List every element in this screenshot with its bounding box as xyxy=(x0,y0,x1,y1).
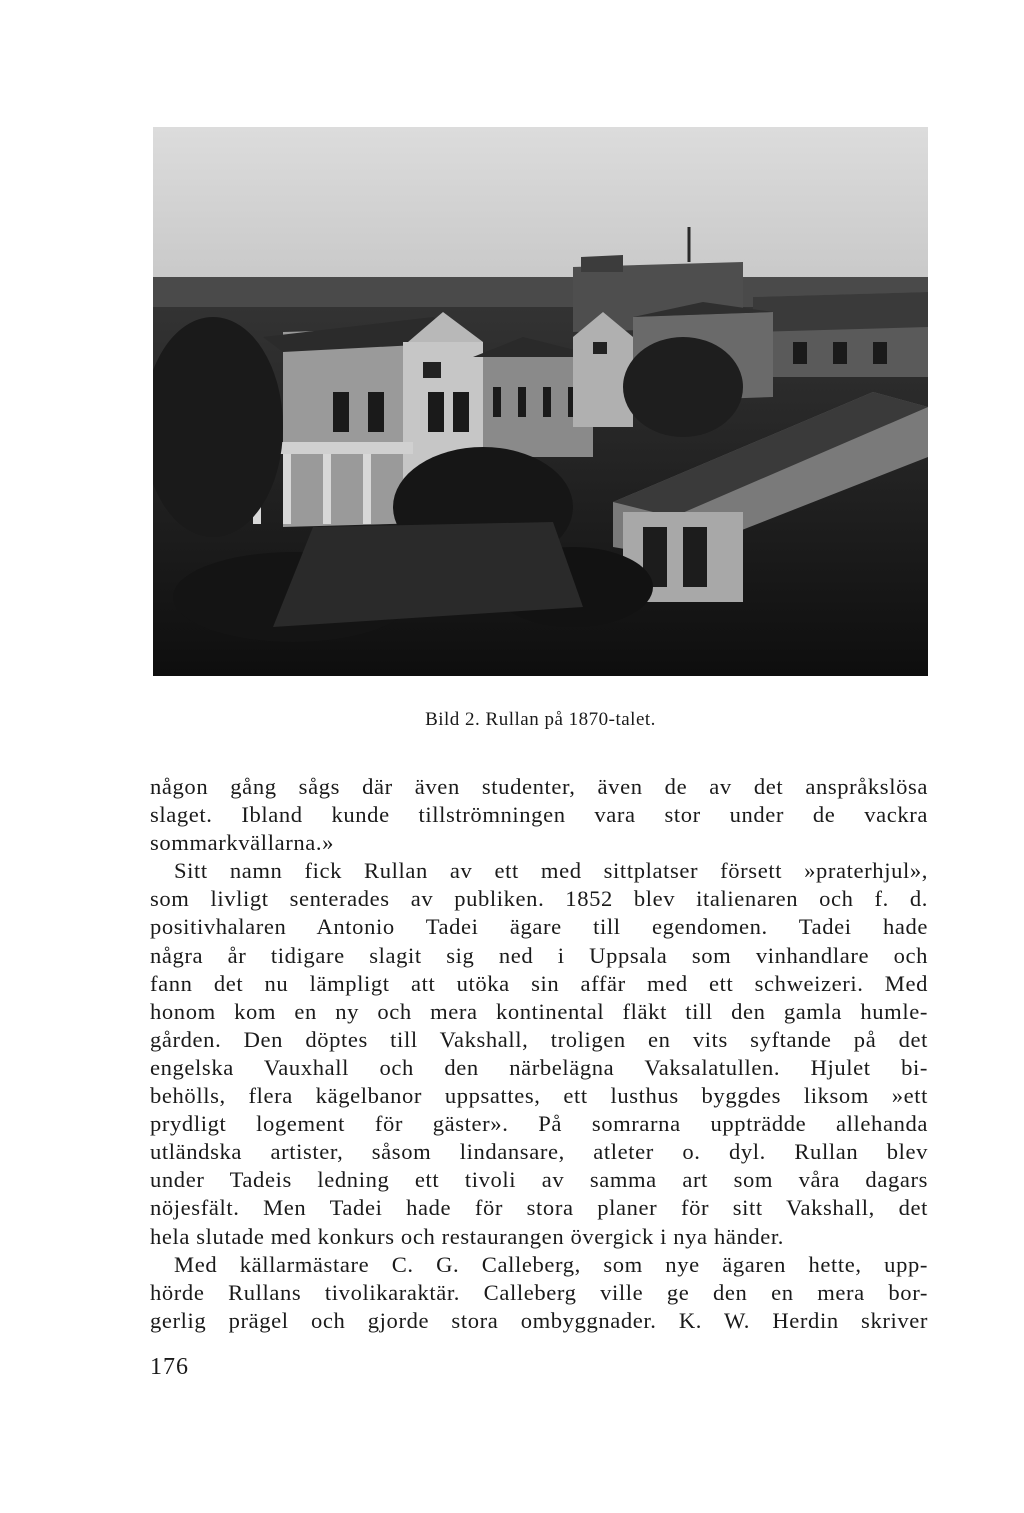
text-line: honom kom en ny och mera kontinental fläkt till den gamla humle- xyxy=(150,998,928,1024)
text-line: gården. Den döptes till Vakshall, troligen en vits syftande på det xyxy=(150,1026,928,1052)
photograph-rullan xyxy=(153,127,928,676)
text-line: Sitt namn fick Rullan av ett med sittplatser försett »praterhjul», xyxy=(174,858,928,884)
paragraph-1 xyxy=(150,773,928,857)
paragraph-2 xyxy=(150,857,928,1250)
paragraph-3 xyxy=(150,1251,928,1335)
text-line: gerlig prägel och gjorde stora ombyggnader. K. W. Herdin skriver xyxy=(150,1307,928,1333)
figure-caption: Bild 2. Rullan på 1870-talet. xyxy=(425,709,656,730)
text-line: prydligt logement för gäster». På somrarna uppträdde allehanda xyxy=(150,1111,928,1137)
text-line: någon gång sågs där även studenter, även de av det anspråkslösa xyxy=(150,774,928,799)
text-line: engelska Vauxhall och den närbelägna Vaksalatullen. Hjulet bi- xyxy=(150,1054,928,1080)
text-line: fann det nu lämpligt att utöka sin affär med ett schweizeri. Med xyxy=(150,970,928,996)
text-line: positivhalaren Antonio Tadei ägare till egendomen. Tadei hade xyxy=(150,914,928,940)
text-line: utländska artister, såsom lindansare, atleter o. dyl. Rullan blev xyxy=(150,1139,928,1165)
text-line: hörde Rullans tivolikaraktär. Calleberg ville ge den en mera bor- xyxy=(150,1279,928,1305)
text-line: några år tidigare slagit sig ned i Uppsala som vinhandlare och xyxy=(150,942,928,968)
text-line: behölls, flera kägelbanor uppsattes, ett lusthus byggdes liksom »ett xyxy=(150,1083,928,1109)
text-line: sommarkvällarna.» xyxy=(150,830,334,856)
text-line: som livligt senterades av publiken. 1852 blev italienaren och f. d. xyxy=(150,886,928,912)
text-line: under Tadeis ledning ett tivoli av samma art som våra dagars xyxy=(150,1167,928,1193)
text-line: Med källarmästare C. G. Calleberg, som nye ägaren hette, upp- xyxy=(174,1251,928,1277)
body-text xyxy=(150,773,928,1335)
page-number: 176 xyxy=(150,1354,189,1380)
text-line: nöjesfält. Men Tadei hade för stora planer för sitt Vakshall, det xyxy=(150,1195,928,1221)
text-line: slaget. Ibland kunde tillströmningen vara stor under de vackra xyxy=(150,802,928,828)
text-line: hela slutade med konkurs och restaurangen övergick i nya händer. xyxy=(150,1223,785,1249)
